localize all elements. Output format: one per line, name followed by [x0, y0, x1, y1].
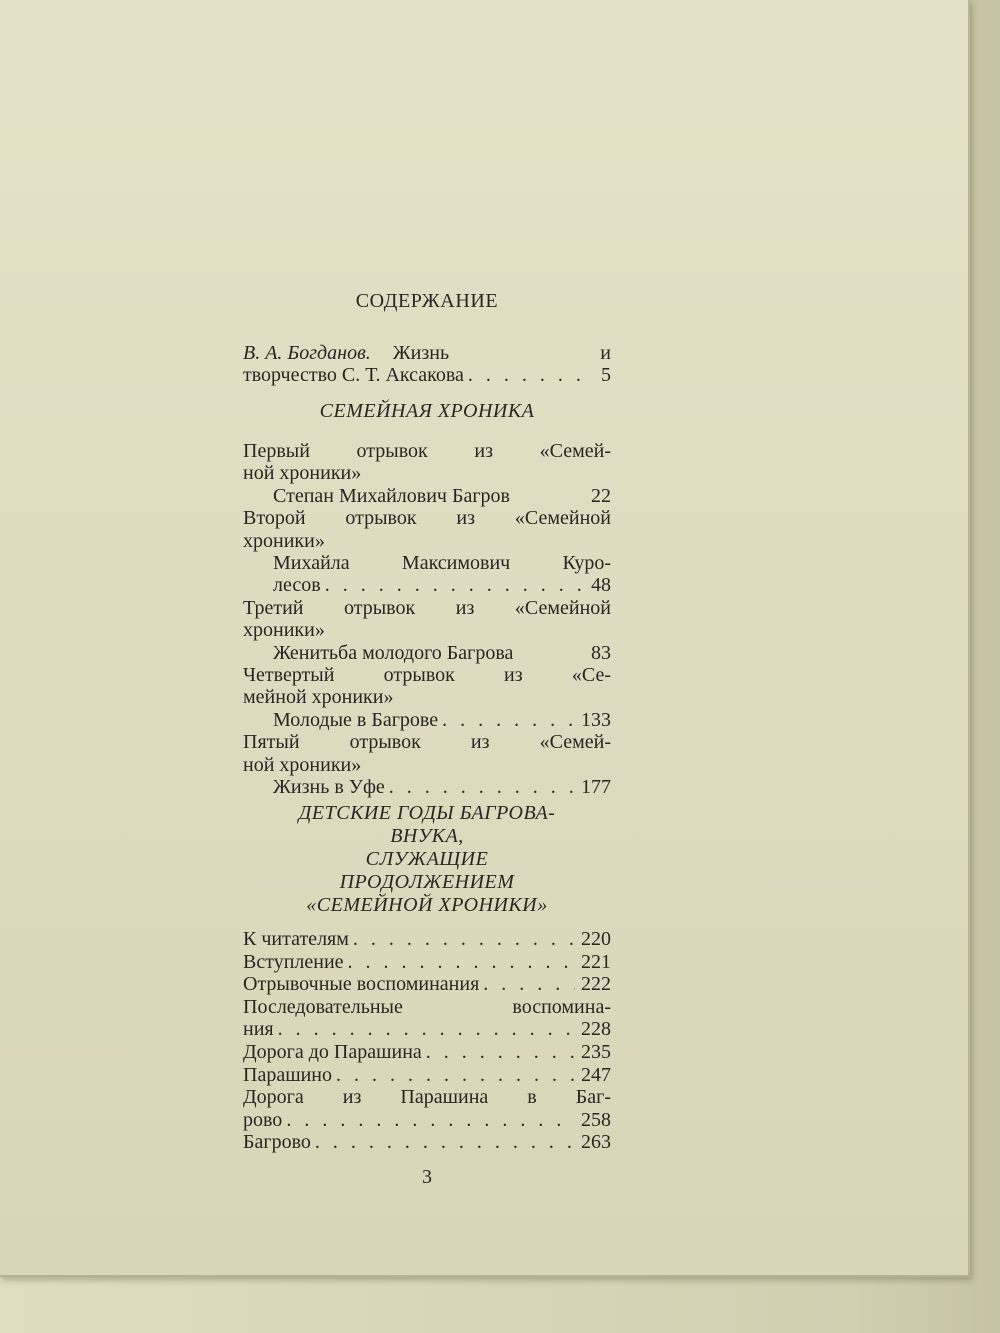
toc-entry	[243, 619, 611, 643]
toc-entry-page: 258	[581, 1108, 611, 1131]
toc-entry-title: Дорога до Парашина	[243, 1041, 422, 1063]
toc-entry-title: Отрывочные воспоминания	[243, 973, 480, 996]
dot-leader	[282, 1109, 575, 1132]
toc-entry-page: 228	[581, 1018, 611, 1041]
toc-entry	[243, 973, 611, 997]
toc-entry-title: Степан Михайлович Багров	[273, 484, 510, 507]
intro-title-line1: Жизнь и	[392, 342, 611, 364]
section-title-line: «СЕМЕЙНОЙ ХРОНИКИ»	[306, 894, 548, 916]
dot-leader	[464, 364, 595, 387]
toc-entry	[243, 951, 611, 975]
toc-entry	[243, 597, 611, 621]
toc-entry-title: Последовательные воспомина-	[243, 995, 611, 1018]
toc-entry	[243, 709, 611, 733]
toc-entry-title: лесов	[273, 574, 321, 597]
toc-entry-page: 221	[581, 950, 611, 973]
toc-entry	[243, 642, 611, 666]
toc-entry-title: рово	[243, 1108, 283, 1131]
page-number: 3	[422, 1166, 432, 1188]
toc-entry-title: ной хроники»	[243, 753, 362, 776]
dot-leader	[438, 709, 575, 732]
toc-entry-page: 235	[581, 1041, 611, 1063]
toc-entry-title: ной хроники»	[243, 462, 362, 485]
toc-entry-title: Пятый отрывок из «Семей-	[243, 731, 611, 754]
toc-entry-page: 263	[581, 1131, 611, 1154]
section-title-family-chronicle: СЕМЕЙНАЯ ХРОНИКА	[319, 400, 535, 422]
section-title-line: ДЕТСКИЕ ГОДЫ БАГРОВА-	[298, 802, 556, 824]
section-title-line: ВНУКА,	[390, 825, 464, 847]
toc-entry-page: 83	[591, 641, 611, 664]
toc-entry-page: 222	[581, 973, 611, 996]
dot-leader	[422, 1041, 575, 1064]
dot-leader	[274, 1018, 575, 1041]
toc-entry-title: мейной хроники»	[243, 686, 394, 709]
dot-leader	[332, 1064, 575, 1087]
toc-entry-title: К читателям	[243, 928, 349, 950]
intro-page: 5	[601, 364, 611, 386]
toc-entry-page: 220	[581, 928, 611, 950]
toc-entry	[243, 1064, 611, 1088]
toc-entry-page: 133	[581, 708, 611, 731]
toc-entry-title: Женитьба молодого Багрова	[273, 641, 514, 664]
toc-entry-title: хроники»	[243, 529, 325, 552]
page-title: СОДЕРЖАНИЕ	[355, 290, 499, 312]
toc-entry	[243, 1131, 611, 1155]
toc-entry-title: Вступление	[243, 950, 344, 973]
dot-leader	[385, 776, 575, 799]
toc-entry	[243, 1086, 611, 1110]
toc-entry-title: Дорога из Парашина в Баг-	[243, 1086, 611, 1109]
dot-leader	[344, 951, 575, 974]
toc-entry	[243, 996, 611, 1020]
toc-entry	[243, 1109, 611, 1133]
dot-leader	[321, 574, 585, 597]
toc-entry-title: Второй отрывок из «Семейной	[243, 507, 611, 530]
toc-entry-title: хроники»	[243, 619, 325, 642]
dot-leader	[311, 1131, 575, 1154]
toc-entry-page: 247	[581, 1063, 611, 1086]
toc-entry-intro-line2	[243, 364, 611, 388]
toc-entry	[243, 928, 611, 952]
intro-title-line2: творчество С. Т. Аксакова	[243, 364, 464, 386]
toc-entry-title: Михайла Максимович Куро-	[273, 552, 611, 574]
toc-entry-title: Багрово	[243, 1131, 311, 1154]
toc-entry	[243, 1041, 611, 1065]
toc-entry	[243, 686, 611, 710]
toc-entry-intro-line1	[243, 342, 611, 366]
toc-entry	[243, 574, 611, 598]
toc-entry	[243, 440, 611, 464]
toc-entry	[243, 754, 611, 778]
toc-entry	[243, 1018, 611, 1042]
toc-entry-title: ния	[243, 1018, 274, 1041]
section-title-line: ПРОДОЛЖЕНИЕМ	[339, 871, 515, 893]
toc-entry-page: 22	[591, 484, 611, 507]
toc-entry	[243, 664, 611, 688]
toc-entry-title: Третий отрывок из «Семейной	[243, 596, 611, 619]
section-title-line: СЛУЖАЩИЕ	[365, 848, 489, 870]
toc-entry	[243, 731, 611, 755]
toc-entry-title: Молодые в Багрове	[273, 708, 439, 731]
dot-leader	[349, 928, 575, 951]
toc-entry	[243, 530, 611, 554]
toc-entry-page: 177	[581, 776, 611, 798]
toc-entry-title: Парашино	[243, 1063, 333, 1086]
toc-entry-title: Первый отрывок из «Семей-	[243, 440, 611, 462]
toc-entry-title: Жизнь в Уфе	[273, 776, 385, 798]
toc-entry	[243, 462, 611, 486]
toc-entry-title: Четвертый отрывок из «Се-	[243, 664, 611, 686]
toc-entry-page: 48	[591, 574, 611, 597]
toc-entry	[243, 776, 611, 800]
dot-leader	[479, 973, 575, 996]
toc-entry	[243, 485, 611, 509]
toc-entry	[243, 552, 611, 576]
toc-entry	[243, 507, 611, 531]
intro-author: В. А. Богданов.	[243, 342, 371, 364]
